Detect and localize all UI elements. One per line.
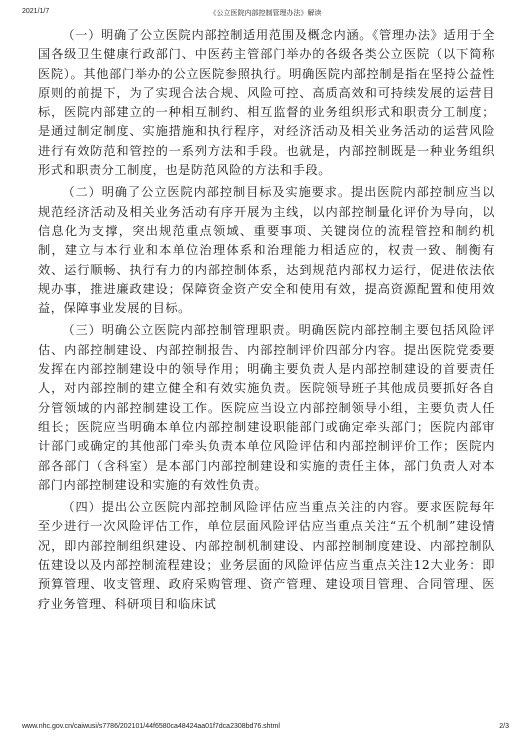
print-footer — [0, 723, 531, 735]
paragraph-goals: （二）明确了公立医院内部控制目标及实施要求。提出医院内部控制应当以规范经济活动及相关业务活动有序开展为主线，以内部控制量化评价为导向，以信息化为支撑，突出规范重点领域、重要事项、关键岗位的流程管控和制约机制，建立与本行业和本单位治理体系和治理能力相适应的，权责一致、制衡有效、运行顺畅、执行有力的内部控制体系，达到规范内部权力运行，促进依法依规办事，推进廉政建设；保障资金资产安全和使用有效，提高资源配置和使用效益，保障事业发展的目标。 — [38, 185, 495, 316]
print-date: 2021/1/7 — [22, 8, 50, 15]
document-body — [38, 26, 495, 617]
paragraph-scope: （一）明确了公立医院内部控制适用范围及概念内涵。《管理办法》适用于全国各级卫生健康行政部门、中医药主管部门举办的各级各类公立医院（以下简称医院）。其他部门举办的公立医院参照执行。明确医院内部控制是指在坚持公益性原则的前提下，为了实现合法合规、风险可控、高质高效和可持续发展的运营目标，医院内部建立的一种相互制约、相互监督的业务组织形式和职责分工制度；是通过制定制度、实施措施和执行程序，对经济活动及相关业务活动的运营风险进行有效防范和管控的一系列方法和手段。也就是，内部控制既是一种业务组织形式和职责分工制度，也是防范风险的方法和手段。 — [38, 28, 495, 178]
document-title: 《公立医院内部控制管理办法》解读 — [209, 10, 322, 17]
print-header — [0, 8, 531, 20]
page-number: 2/3 — [499, 723, 509, 730]
paragraph-responsibilities: （三）明确公立医院内部控制管理职责。明确医院内部控制主要包括风险评估、内部控制建设、内部控制报告、内部控制评价四部分内容。提出医院党委要发挥在内部控制建设中的领导作用；明确主要负责人是内部控制建设的首要责任人，对内部控制的建立健全和有效实施负责。医院领导班子其他成员要抓好各自分管领域的内部控制建设工作。医院应当设立内部控制领导小组，主要负责人任组长；医院应当明确本单位内部控制建设职能部门或确定牵头部门；医院内部审计部门或确定的其他部门牵头负责本单位风险评估和内部控制评价工作；医院内部各部门（含科室）是本部门内部控制建设和实施的责任主体，部门负责人对本部门内部控制建设和实施的有效性负责。 — [38, 323, 495, 492]
paragraph-risk-assessment: （四）提出公立医院内部控制风险评估应当重点关注的内容。要求医院每年至少进行一次风险评估工作，单位层面风险评估应当重点关注“五个机制”建设情况，即内部控制组织建设、内部控制机制建设、内部控制制度建设、内部控制队伍建设以及内部控制流程建设；业务层面的风险评估应当重点关注12大业务：即预算管理、收支管理、政府采购管理、资产管理、建设项目管理、合同管理、医疗业务管理、科研项目和临床试 — [38, 500, 495, 611]
page-url: www.nhc.gov.cn/caiwusi/s7786/202101/44f6580ca48424aa01f7dca2308bd76.shtml — [22, 723, 280, 730]
